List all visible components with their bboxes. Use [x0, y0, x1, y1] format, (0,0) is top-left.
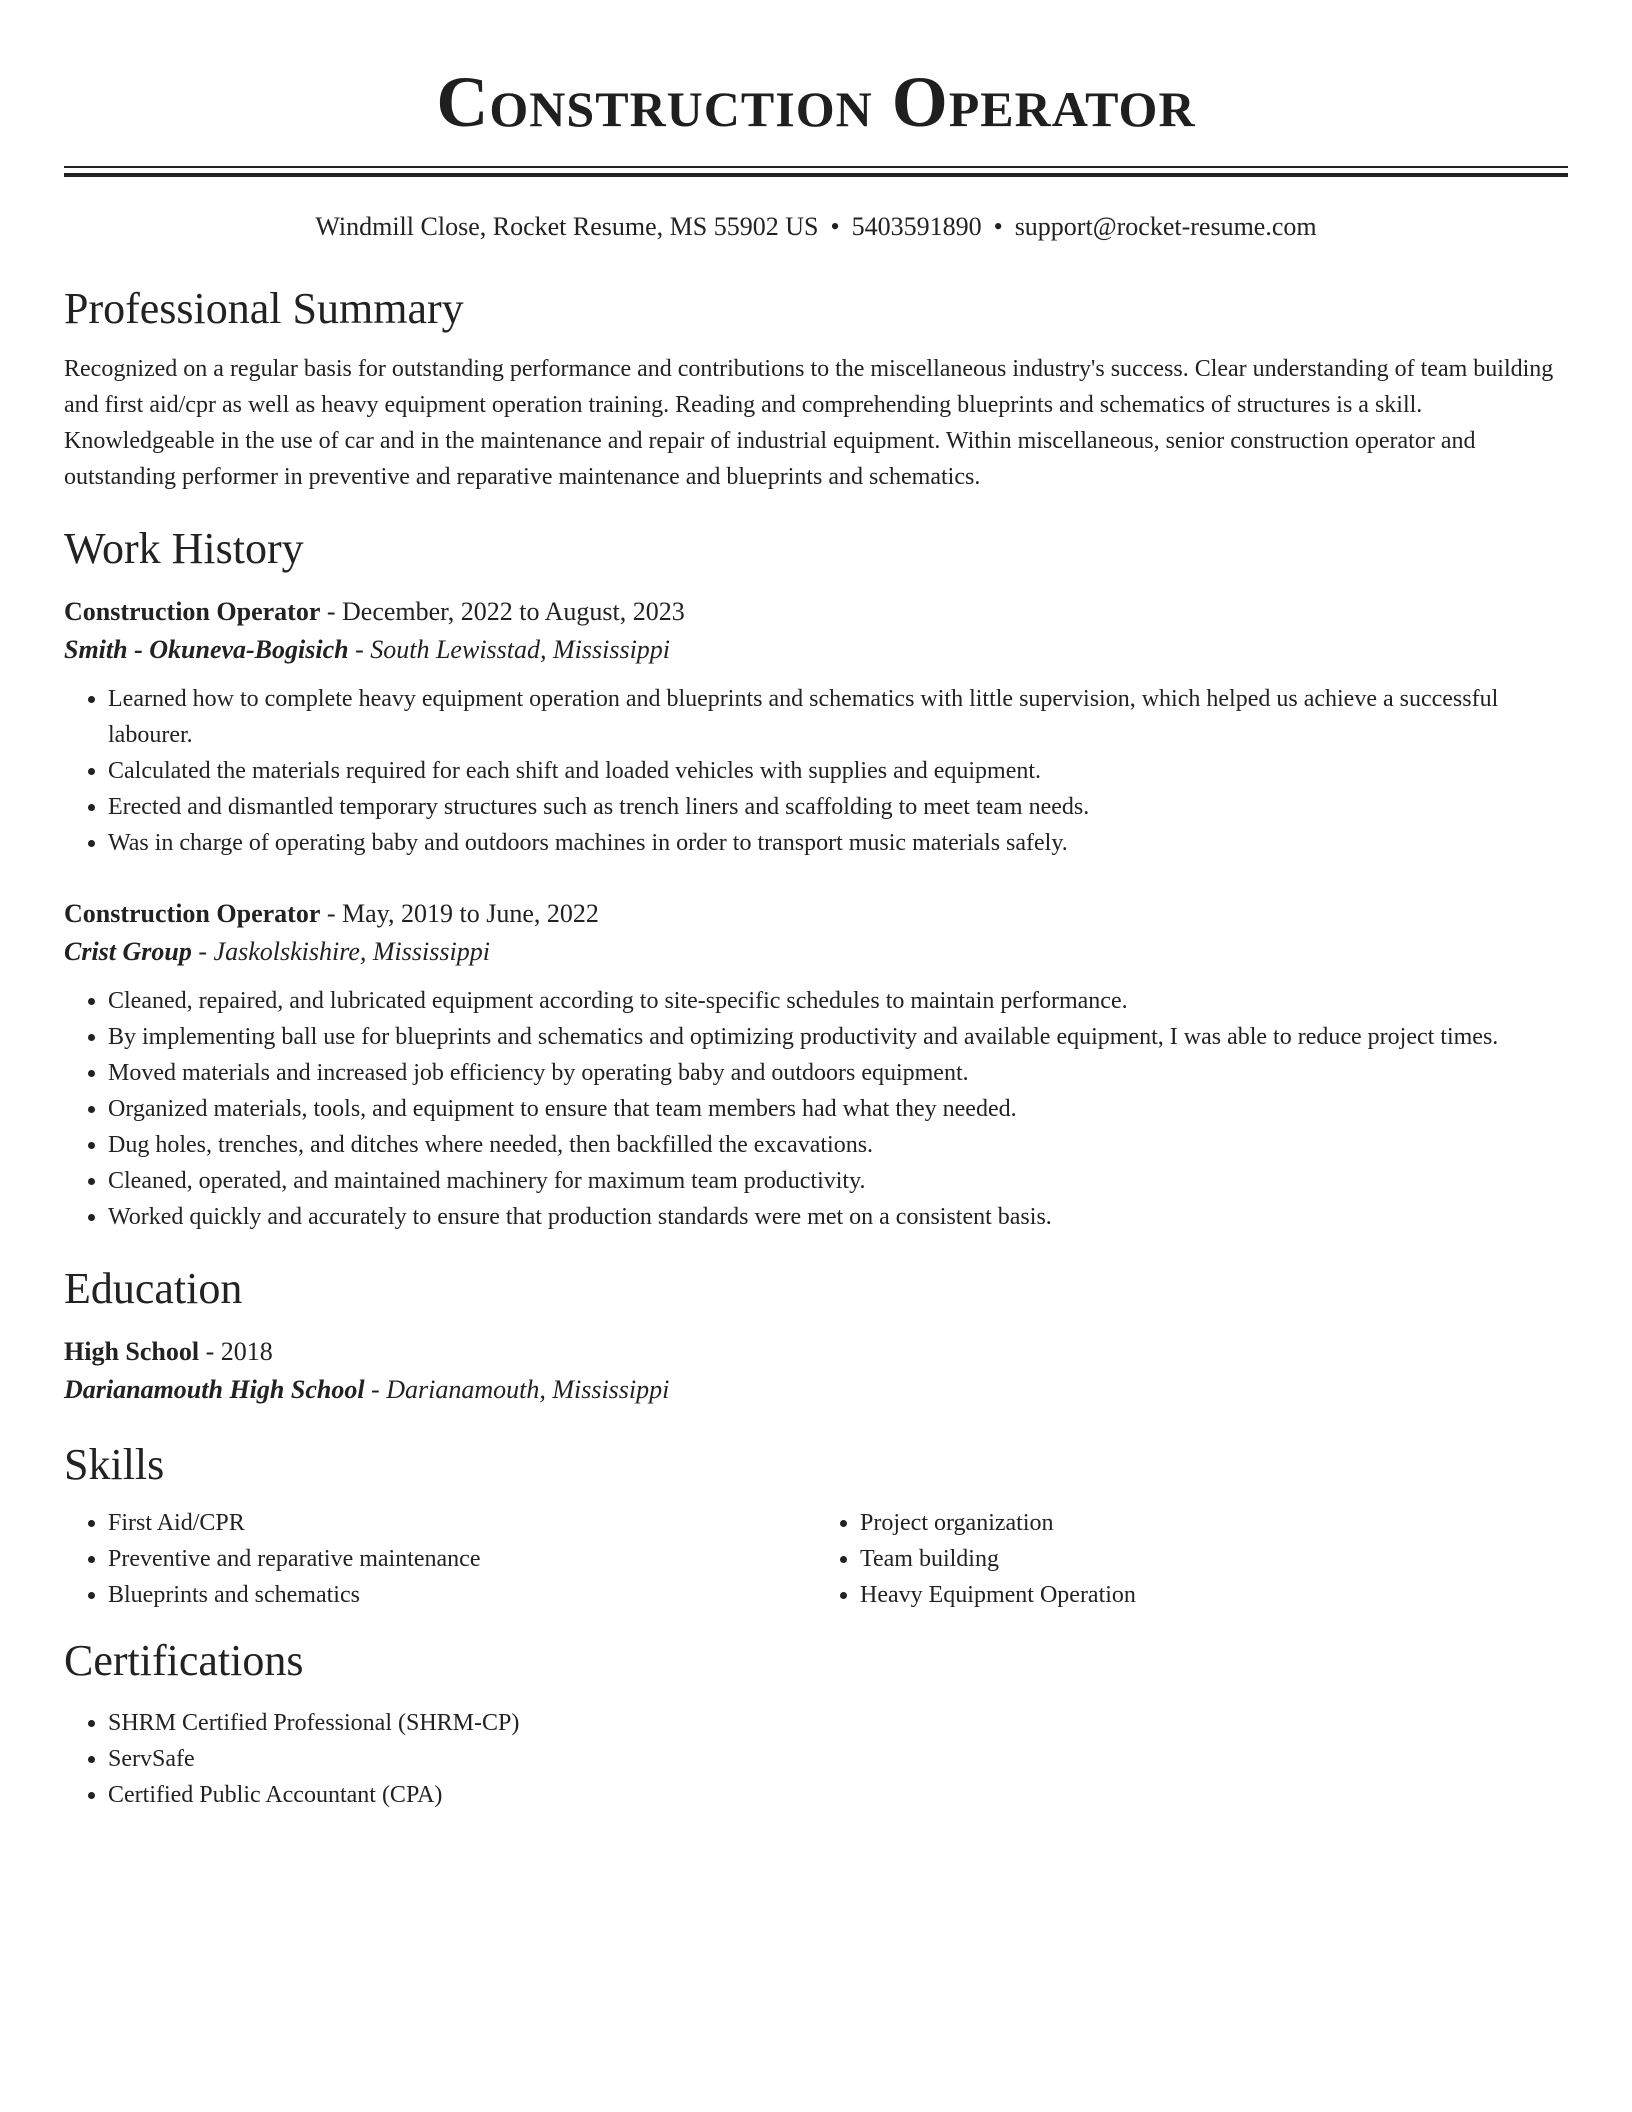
- job-bullet: • Moved materials and increased job efficiency by operating baby and outdoors equipment.: [108, 1055, 1568, 1091]
- contact-separator: •: [830, 212, 840, 241]
- job-bullet: • Was in charge of operating baby and outdoors machines in order to transport music materials safely.: [108, 825, 1568, 861]
- education-degree-line: [64, 1333, 1568, 1371]
- skills-column-left: [64, 1505, 816, 1613]
- skill-item: • Heavy Equipment Operation: [860, 1577, 1568, 1613]
- education-entry: [64, 1333, 1568, 1409]
- skills-column-right: [816, 1505, 1568, 1613]
- header-divider: [64, 166, 1568, 177]
- job-company-line: [64, 631, 1568, 669]
- education-year: - 2018: [199, 1337, 273, 1366]
- job-dates: - December, 2022 to August, 2023: [320, 597, 685, 626]
- job-bullet: • Dug holes, trenches, and ditches where needed, then backfilled the excavations.: [108, 1127, 1568, 1163]
- resume-page: [64, 0, 1568, 1813]
- resume-name: Construction Operator: [436, 62, 1196, 142]
- contact-separator: •: [993, 212, 1003, 241]
- contact-line: [64, 211, 1568, 243]
- education-school-line: [64, 1371, 1568, 1409]
- job-role: Construction Operator: [64, 899, 321, 928]
- certification-item: • Certified Public Accountant (CPA): [108, 1777, 1568, 1813]
- contact-email[interactable]: support@rocket-resume.com: [1014, 212, 1317, 241]
- skill-item: • Blueprints and schematics: [108, 1577, 816, 1613]
- certifications-heading: Certifications: [64, 1636, 304, 1685]
- education-heading: Education: [64, 1264, 243, 1313]
- job-company-line: [64, 933, 1568, 971]
- job-bullet: • Cleaned, repaired, and lubricated equipment according to site-specific schedules to maintain performance.: [108, 983, 1568, 1019]
- skill-item: • Team building: [860, 1541, 1568, 1577]
- contact-address: Windmill Close, Rocket Resume, MS 55902 US: [315, 212, 819, 241]
- job-bullet: • Organized materials, tools, and equipment to ensure that team members had what they needed.: [108, 1091, 1568, 1127]
- job-location: - South Lewisstad, Mississippi: [348, 635, 671, 664]
- job-bullets: [64, 983, 1568, 1235]
- job-bullet: • Calculated the materials required for each shift and loaded vehicles with supplies and equipment.: [108, 753, 1568, 789]
- job-dates: - May, 2019 to June, 2022: [320, 899, 599, 928]
- certification-item: • SHRM Certified Professional (SHRM-CP): [108, 1705, 1568, 1741]
- education-school: Darianamouth High School: [64, 1375, 365, 1404]
- certifications-list: [64, 1705, 1568, 1813]
- job-title-line: [64, 593, 1568, 631]
- job-bullet: • By implementing ball use for blueprints and schematics and optimizing productivity and available equipment, I was able to reduce project times.: [108, 1019, 1568, 1055]
- job-entry: [64, 593, 1568, 861]
- skill-item: • First Aid/CPR: [108, 1505, 816, 1541]
- job-location: - Jaskolskishire, Mississippi: [191, 937, 490, 966]
- job-bullet: • Learned how to complete heavy equipment operation and blueprints and schematics with little supervision, which helped us achieve a successful labourer.: [108, 681, 1568, 753]
- job-bullet: • Worked quickly and accurately to ensure that production standards were met on a consistent basis.: [108, 1199, 1568, 1235]
- job-bullet: • Erected and dismantled temporary structures such as trench liners and scaffolding to meet team needs.: [108, 789, 1568, 825]
- job-bullet: • Cleaned, operated, and maintained machinery for maximum team productivity.: [108, 1163, 1568, 1199]
- contact-phone: 5403591890: [851, 212, 982, 241]
- job-title-line: [64, 895, 1568, 933]
- summary-text: Recognized on a regular basis for outstanding performance and contributions to the miscellaneous industry's success. Clear understanding of team building and first aid/cpr as well as heavy equipment operation training. Reading and comprehending blueprints and schematics of structures is a skill. Knowledgeable in the use of car and in the maintenance and repair of industrial equipment. Within miscellaneous, senior construction operator and outstanding performer in preventive and reparative maintenance and blueprints and schematics.: [64, 356, 1554, 490]
- summary-heading: Professional Summary: [64, 284, 464, 333]
- work-history-heading: Work History: [64, 524, 304, 573]
- job-bullets: [64, 681, 1568, 861]
- skill-item: • Preventive and reparative maintenance: [108, 1541, 816, 1577]
- job-entry: [64, 895, 1568, 1235]
- education-degree: High School: [64, 1337, 200, 1366]
- job-role: Construction Operator: [64, 597, 321, 626]
- job-company: Crist Group: [64, 937, 192, 966]
- skills-grid: [64, 1505, 1568, 1613]
- certification-item: • ServSafe: [108, 1741, 1568, 1777]
- skills-heading: Skills: [64, 1440, 165, 1489]
- job-company: Smith - Okuneva-Bogisich: [64, 635, 349, 664]
- education-location: - Darianamouth, Mississippi: [364, 1375, 670, 1404]
- skill-item: • Project organization: [860, 1505, 1568, 1541]
